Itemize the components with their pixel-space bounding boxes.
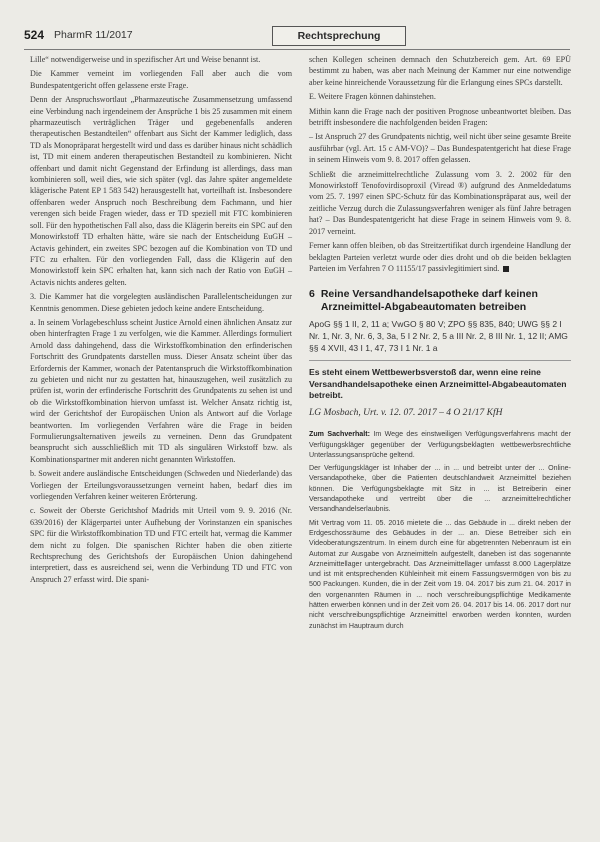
left-column bbox=[30, 54, 292, 588]
facts-paragraph: Der Verfügungskläger ist Inhaber der ... in ... und betreibt unter der ... Online-Versandapotheke, über die Patienten deutschlandweit Arzneimittel beziehen können. Die Verfügungsbeklagte mit Sitz in ... ist Betreiberin einer Versandapotheke und vertreibt über die ... arzneimittelrechtlicher Versandhandelserlaubnis. bbox=[309, 464, 571, 514]
body-paragraph: 3. Die Kammer hat die vorgelegten ausländischen Parallelentscheidungen zur Kenntnis genommen. Diese gebieten jedoch keine andere Entscheidung. bbox=[30, 292, 292, 313]
page-number: 524 bbox=[24, 28, 45, 42]
body-paragraph: schen Kollegen scheinen demnach den Schutzbereich gem. Art. 69 EPÜ bestimmt zu haben, was aber nach Meinung der Kammer nur eine notwendige aber keine hinreichende Voraussetzung für die Erlangung eines SPCs darstellt. bbox=[309, 55, 571, 87]
right-column bbox=[309, 54, 571, 634]
body-paragraph-last bbox=[309, 240, 571, 274]
facts-lead: Zum Sachverhalt: bbox=[309, 430, 370, 439]
section-title: Rechtsprechung bbox=[272, 26, 406, 46]
journal-title: PharmR 11/2017 bbox=[54, 29, 133, 41]
body-paragraph: – Ist Anspruch 27 des Grundpatents nichtig, weil nicht über seine gesamte Breite ausführbar (vgl. Art. 15 c AM-VO)? – Das Bundespatentgericht hat diese Frage in seinem Hinweis vom 9. 8. 2017 offen gelassen. bbox=[309, 132, 571, 165]
headnote: Es steht einem Wettbewerbsverstoß dar, wenn eine reine Versandhandelsapotheke einen Arzneimittel-Abgabeautomaten betreibt. bbox=[309, 367, 567, 401]
cited-norms: ApoG §§ 1 II, 2, 11 a; VwGO § 80 V; ZPO §§ 835, 840; UWG §§ 2 I Nr. 1, Nr. 3, Nr. 6, 3, 3a, 5 I 2 Nr. 2, 5 a III Nr. 2, 8 III Nr. 1, 12 II; AMG §§ 4 XVII, 43 I 1, 47, 73 I 1 Nr. 1 a bbox=[309, 319, 568, 353]
facts-paragraph bbox=[309, 429, 571, 460]
body-paragraph: Denn der Anspruchswortlaut „Pharmazeutische Zusammensetzung umfassend eine Verbindung nach irgendeinem der Ansprüche 1 bis 25 zusammen mit einem pharmazeutisch verträglichen Träger und gegebenenfalls anderen therapeutischen Bestandteilen“ offenbart aus Sicht der Kammer lediglich, dass TD als Monopräparat hergestellt wird und dass es darüber hinaus nicht schädlich ist, TD mit einem anderen therapeutischen Bestandteil zu kombinieren. Nicht offenbart und damit nicht Gegenstand der Erfindung ist allerdings, dass man kombinieren soll, weil dies, wie sich später (vgl. das Jahre später angemeldete klägerische Patent EP 1 583 542) herausgestellt hat, vorteilhaft ist. Insbesondere offenbaren weder Anspruch noch Beschreibung dem Fachmann, und hier verengen sich beide Fragen wieder, dass er TD speziell mit FTC kombinieren soll. Für den hypothetischen Fall also, dass die Klägerin bereits ein SPC auf den Monowirkstoff TD erhalten hätte, wäre sie nach der Entscheidung EuGH – Actavis gehindert, ein zweites SPC bezogen auf die Kombination von TD und FTC zu erhalten. Für den vorliegenden Fall, dass die Klägerin auf den Monowirkstoff kein SPC erhalten hat, kann sich nach der Ratio von EuGH – Actavis nichts anderes gelten. bbox=[30, 95, 292, 287]
court-citation: LG Mosbach, Urt. v. 12. 07. 2017 – 4 O 21/17 KfH bbox=[309, 407, 503, 418]
header-rule bbox=[24, 49, 570, 50]
facts-text: Im Wege des einstweiligen Verfügungsverfahrens macht der Verfügungskläger gegenüber der Verfügungsbeklagten wettbewerbsrechtliche Unterlassungsansprüche geltend. bbox=[309, 430, 571, 459]
body-paragraph-text: Ferner kann offen bleiben, ob das Streitzertifikat durch irgendeine Handlung der beklagten Parteien verletzt wurde oder dies droht und ob die beiden beklagten Parteien im Verfahren 7 O 11155/17 passivlegitimiert sind. bbox=[309, 241, 571, 273]
page-header bbox=[24, 26, 570, 48]
body-paragraph: Mithin kann die Frage nach der positiven Prognose unbeantwortet bleiben. Das betrifft insbesondere die nachfolgenden beiden Fragen: bbox=[309, 106, 571, 128]
article-title: Reine Versandhandelsapotheke darf keinen Arzneimittel-Abgabeautomaten betreiben bbox=[320, 288, 538, 313]
body-paragraph: E. Weitere Fragen können dahinstehen. bbox=[309, 92, 436, 102]
facts-paragraph: Mit Vertrag vom 11. 05. 2016 mietete die ... das Gebäude in ... direkt neben der Erdgeschossräume des Gebäudes in der ... an. Diese Betreiber sich ein Videoberatungszentrum. In einem durch eine für abgetrennten Nebenraum ist ein Automat zur Ausgabe von Arzneimitteln aufgestellt, daneben ist das sogenannte Arzneimittellager untergebracht. Das Arzneimittellager umfasst 8.000 Lagerplätze und ist mit entsprechenden Kühleinheit mit einem Fassungsvermögen von bis zu 500 Packungen. Kunden, die in der Zeit vom 19. 04. 2017 bis zum 21. 04. 2017 in den vorgenannten Räumen in ... noch verschreibungspflichtige Medikamente hätten erwerben können und in der Zeit vom 26. 04. 2017 bis 14. 06. 2017 dort nur nicht verschreibungspflichtige Arzneimittel erworben werden konnten, wurden zunächst im Hauptraum durch bbox=[309, 518, 571, 630]
article-heading bbox=[309, 288, 571, 313]
body-paragraph: Lille“ notwendigerweise und in spezifischer Art und Weise benannt ist. bbox=[30, 55, 261, 64]
body-paragraph: Schließt die arzneimittelrechtliche Zulassung vom 3. 2. 2002 für den Monowirkstoff Tenofovirdisoproxil (Viread ®) aufgrund des Anmeldedatums vom 25. 7. 1997 einen SPC-Schutz für das Kombinationspräparat aus, weil der zeitliche Verzug durch die Zulassungsverfahren weniger als fünf Jahre betragen hat? – Das Bundespatentgericht hat diese Frage in seinem Hinweis vom 9. 8. 2017 verneint. bbox=[309, 169, 571, 236]
body-paragraph: b. Soweit andere ausländische Entscheidungen (Schweden und Niederlande) das Vorliegen der Erteilungsvoraussetzungen verneint haben, bedarf dies im vorliegenden Verfahren keiner weiteren Erörterung. bbox=[30, 469, 292, 502]
end-of-article-mark bbox=[503, 266, 509, 272]
body-paragraph: Die Kammer verneint im vorliegenden Fall aber auch die vom Bundespatentgericht offen gelassene erste Frage. bbox=[30, 69, 292, 90]
norms-rule bbox=[309, 360, 571, 361]
body-paragraph: c. Soweit der Oberste Gerichtshof Madrids mit Urteil vom 9. 9. 2016 (Nr. 639/2016) der Klägerpartei unter Aufhebung der Vorinstanzen ein spanisches SPC für die Wirkstoffkombination TD und FTC erteilt hat, vermag die Kammer dem nicht zu folgen. Die spanischen Richter haben die oben zitierte Rechtsprechung des Gerichtshofs der Europäischen Union dahingehend interpretiert, dass es ausreichend sei, wenn die Verbindung TD und FTC von Anspruch 27 erfasst wird. Die spani- bbox=[30, 506, 292, 584]
body-paragraph: a. In seinem Vorlagebeschluss scheint Justice Arnold einen ähnlichen Ansatz zur oben hinterfragten Frage 1 zu verfolgen, wie die Kammer. Allerdings formuliert Arnold dass dahingehend, dass die Wirkstoffkombination den erfinderischen Fortschritt des Grundpatents darstellen muss. Dieser Ansatz scheint über das Erfordernis der Kammer, wonach der Patentanspruch die Wirkstoffkombination zu gebieten und nicht nur zu gestatten hat, hinauszugehen, weil zusätzlich zu prüfen ist, worin der erfinderische Fortschritt des Grundpatents zu sehen ist und ob die Wirkstoffkombination hiervon umfasst ist. Welcher Ansatz richtig ist, wird der Gerichtshof der Europäischen Union als Antwort auf die Vorlage beantworten. Im vorliegenden Verfahren wäre die Frage in beiden Formulierungsalternativen jeweils zu verneinen. Denn das Grundpatent beansprucht sich ausschließlich mit TD als singulären Wirkstoff bzw. als Kombinationspartner mit anderen nicht genannten Wirkstoffen. bbox=[30, 317, 292, 464]
article-number: 6 bbox=[309, 288, 315, 301]
facts-section bbox=[309, 429, 571, 631]
